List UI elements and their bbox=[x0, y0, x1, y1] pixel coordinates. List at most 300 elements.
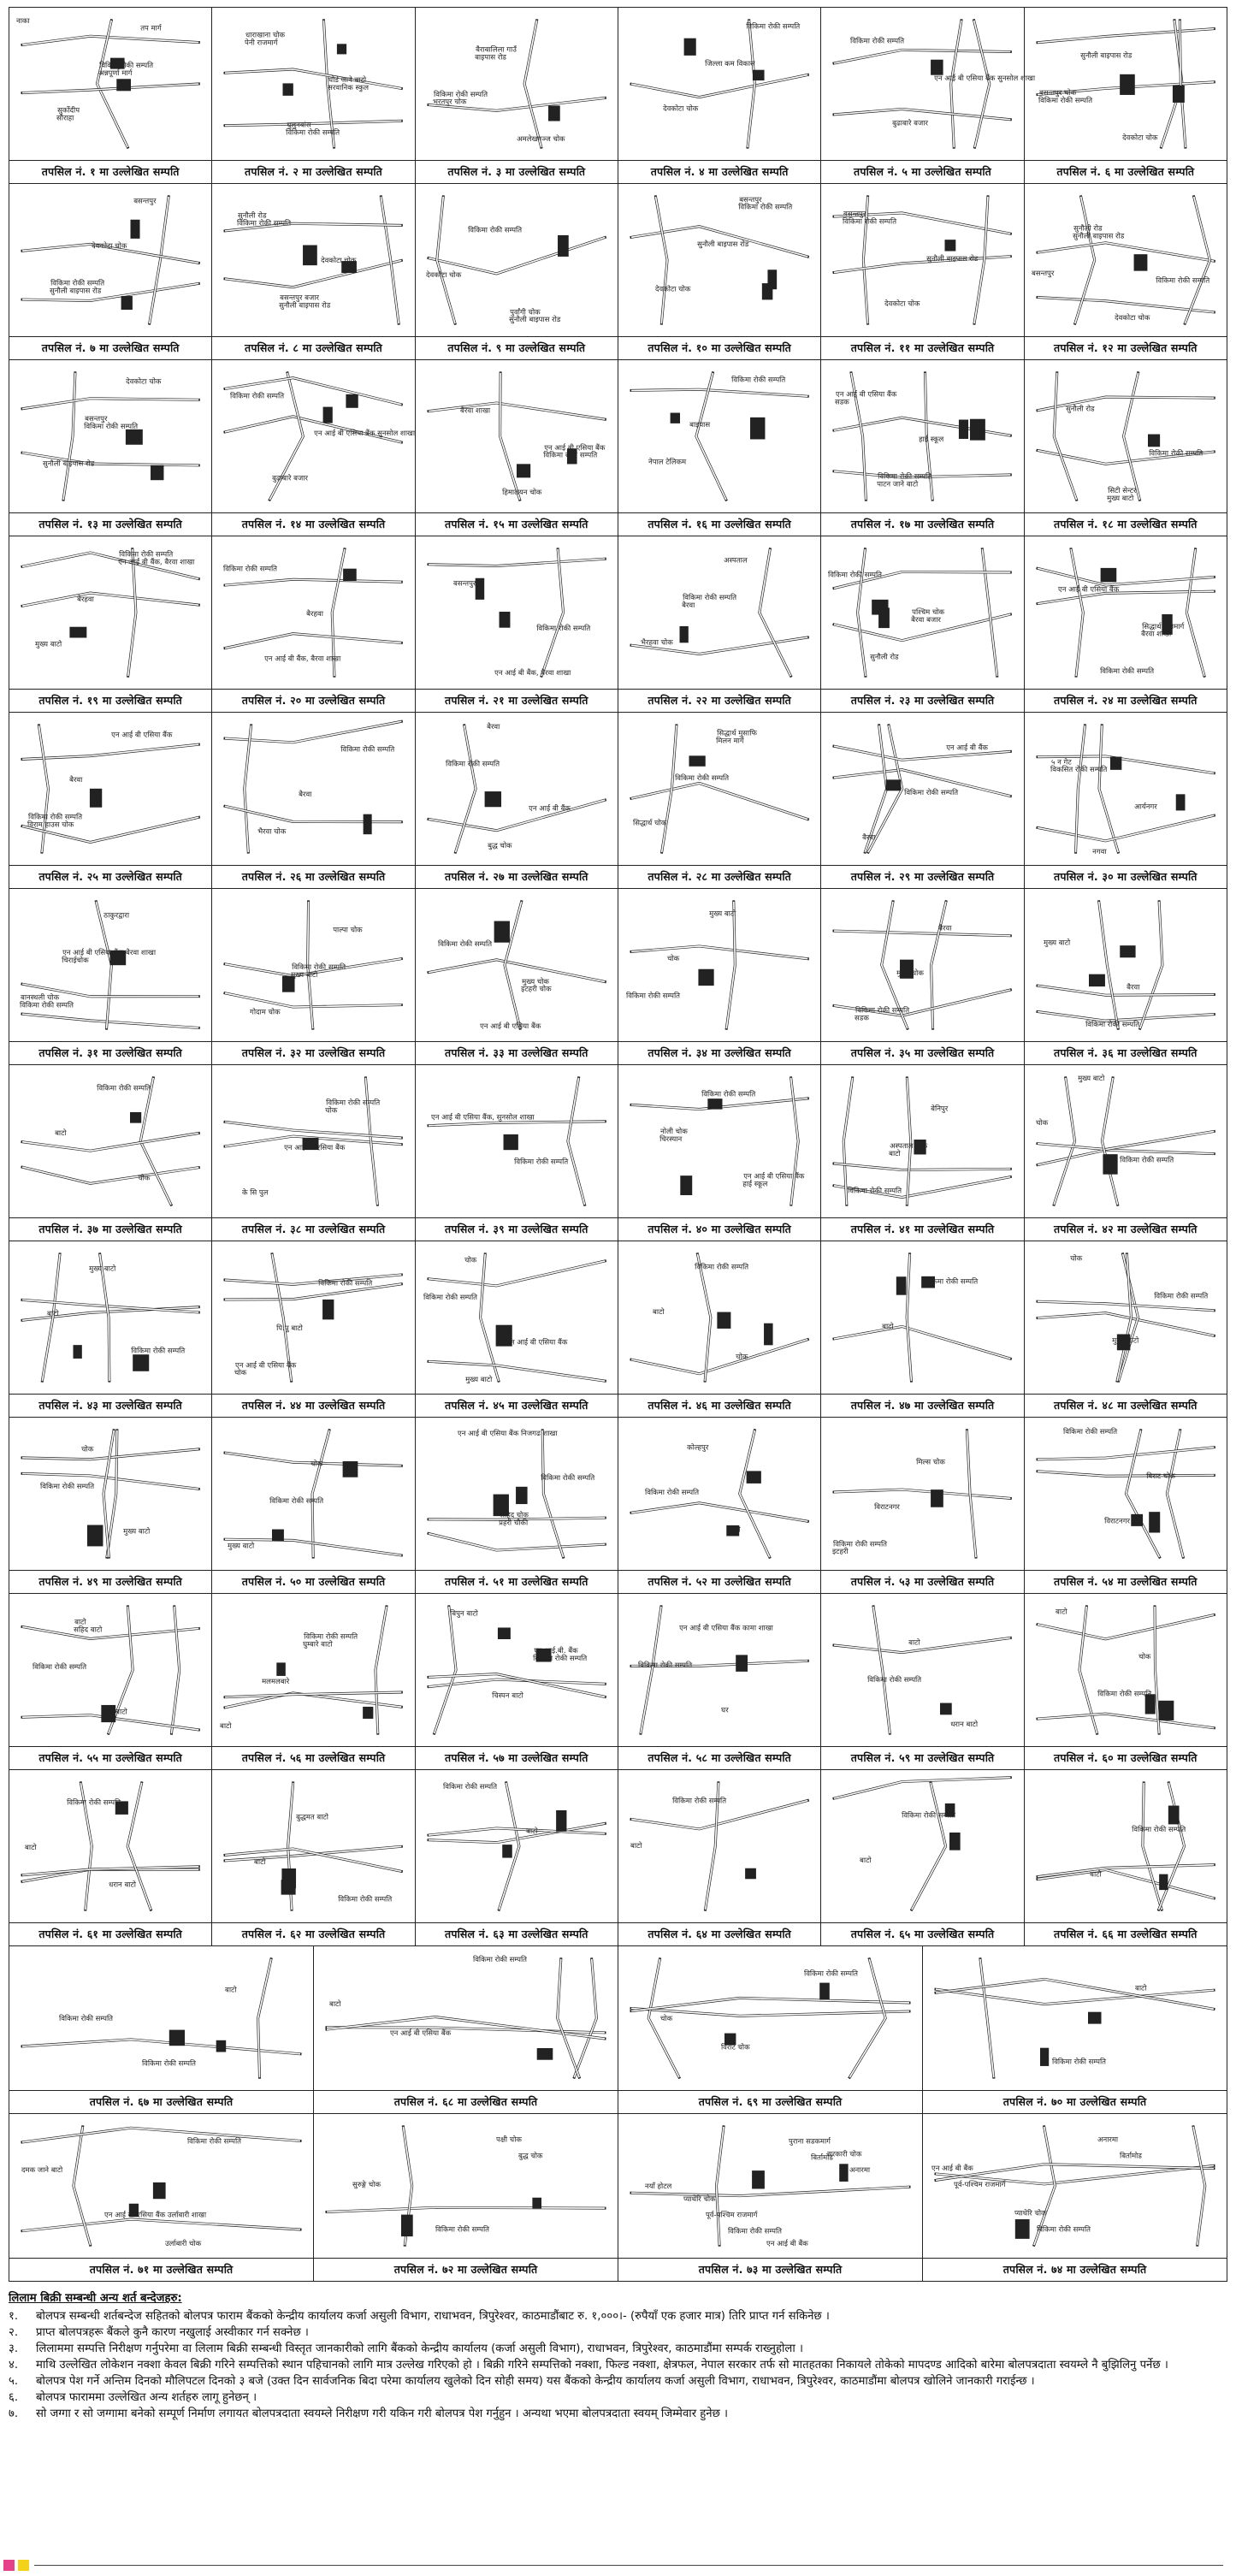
map-label: विकिमा रोकी सम्पति bbox=[237, 218, 292, 228]
parcel-cell bbox=[212, 360, 415, 536]
location-map-drawing bbox=[314, 1946, 618, 2090]
property-marker bbox=[698, 969, 713, 986]
property-marker bbox=[1158, 1701, 1174, 1720]
parcel-cell bbox=[212, 536, 415, 713]
location-map-drawing bbox=[416, 1594, 618, 1746]
map-label: एन आई बी एसिया बैंक उर्लाबारी शाखा bbox=[103, 2210, 207, 2219]
location-map bbox=[212, 1065, 414, 1217]
map-label: विकिमा रोकी सम्पति bbox=[142, 2058, 196, 2068]
parcel-caption: तपसिल नं. ६४ मा उल्लेखित सम्पति bbox=[618, 1922, 820, 1945]
parcel-cell bbox=[314, 2114, 618, 2282]
road-inner bbox=[1123, 373, 1139, 500]
map-label: बाटो bbox=[889, 1148, 901, 1158]
road-inner bbox=[631, 1503, 807, 1521]
location-map-drawing bbox=[618, 2114, 922, 2258]
map-label: अस्पताल चोक bbox=[890, 1140, 928, 1150]
parcel-cell bbox=[618, 1770, 821, 1946]
property-marker bbox=[556, 1810, 566, 1832]
map-label: मुख्य बाटो bbox=[35, 639, 62, 648]
parcel-caption: तपसिल नं. ६७ मा उल्लेखित सम्पति bbox=[9, 2090, 313, 2113]
property-marker bbox=[1131, 1514, 1143, 1526]
map-label: विकिमा रोकी सम्पति bbox=[269, 1495, 324, 1505]
location-map bbox=[821, 184, 1023, 336]
map-label: विकिमा रोकी सम्पति bbox=[904, 787, 959, 796]
map-label: एन आई बी एसिया बैंक bbox=[543, 442, 606, 452]
road-inner bbox=[1038, 243, 1214, 261]
map-label: चोक bbox=[1035, 1118, 1048, 1128]
location-map bbox=[212, 8, 414, 160]
map-label: भैरवा चोक bbox=[257, 826, 287, 836]
property-marker bbox=[153, 2182, 166, 2199]
road-line bbox=[429, 1533, 605, 1550]
location-map bbox=[618, 2114, 922, 2258]
location-map-drawing bbox=[212, 713, 414, 865]
parcel-cell bbox=[212, 889, 415, 1065]
parcel-cell bbox=[618, 1946, 923, 2114]
map-label: अमलेखगञ्ज चोक bbox=[516, 134, 565, 144]
parcel-cell bbox=[212, 1065, 415, 1241]
parcel-caption: तपसिल नं. ३७ मा उल्लेखित सम्पति bbox=[9, 1217, 211, 1241]
map-label: विकिमा रोकी सम्पति bbox=[532, 1654, 587, 1663]
map-label: विकिमा रोकी सम्पति bbox=[878, 471, 932, 481]
location-map bbox=[212, 1241, 414, 1394]
road-line bbox=[631, 1340, 807, 1374]
condition-item bbox=[9, 2389, 1227, 2406]
map-label: विकिमा रोकी सम्पति bbox=[326, 1098, 381, 1107]
map-label: चोक bbox=[81, 1444, 94, 1454]
location-map bbox=[618, 1594, 820, 1746]
road-inner bbox=[429, 1533, 605, 1550]
parcel-cell bbox=[618, 1065, 821, 1241]
map-label: अन्नपूर्णा मार्ग bbox=[98, 68, 133, 78]
parcel-caption: तपसिल नं. ५१ मा उल्लेखित सम्पति bbox=[416, 1570, 618, 1593]
property-marker bbox=[1089, 974, 1105, 986]
map-label: बाटो bbox=[254, 1856, 266, 1866]
parcel-caption: तपसिल नं. ६५ मा उल्लेखित सम्पति bbox=[821, 1922, 1023, 1945]
road-inner bbox=[500, 373, 519, 500]
map-label: बाटो bbox=[55, 1128, 67, 1138]
map-label: ५ न गेट bbox=[1050, 757, 1072, 767]
road-inner bbox=[760, 549, 791, 676]
map-label: मुख्य चोक bbox=[896, 968, 925, 977]
map-label: चोक bbox=[660, 2014, 673, 2022]
map-label: एन आई बी बैंक bbox=[766, 2239, 808, 2248]
map-label: विकिमा रोकी सम्पति bbox=[99, 61, 154, 70]
property-marker bbox=[931, 1489, 943, 1507]
location-map-drawing bbox=[9, 1418, 211, 1570]
condition-number: १. bbox=[9, 2310, 19, 2323]
map-label: विकिमा रोकी सम्पति bbox=[1131, 1825, 1186, 1834]
location-map-drawing bbox=[923, 1946, 1227, 2090]
parcel-caption: तपसिल नं. ३१ मा उल्लेखित सम्पति bbox=[9, 1041, 211, 1064]
parcel-caption: तपसिल नं. २ मा उल्लेखित सम्पति bbox=[212, 160, 414, 183]
location-map bbox=[9, 1065, 211, 1217]
map-label: विकिमा रोकी सम्पति bbox=[437, 939, 492, 949]
road-line bbox=[655, 197, 667, 323]
location-map-drawing bbox=[416, 1065, 618, 1217]
parcel-cell bbox=[9, 184, 212, 360]
location-map bbox=[212, 360, 414, 512]
map-label: बाटो bbox=[882, 1321, 894, 1330]
location-map-drawing bbox=[9, 1770, 211, 1922]
location-map bbox=[212, 713, 414, 865]
property-marker bbox=[101, 1705, 115, 1722]
map-label: देवकोटा चोक bbox=[92, 241, 127, 251]
location-map-drawing bbox=[212, 1241, 414, 1394]
location-map-drawing bbox=[618, 1946, 922, 2090]
road-line bbox=[568, 1078, 585, 1205]
parcel-caption: तपसिल नं. २० मा उल्लेखित सम्पति bbox=[212, 689, 414, 712]
location-map bbox=[416, 1418, 618, 1570]
map-label: सरकारी चोक bbox=[827, 2149, 862, 2159]
property-marker bbox=[689, 755, 706, 766]
map-label: सुनौली रोड bbox=[1065, 404, 1095, 413]
map-label: देवकोटा चोक bbox=[655, 284, 691, 293]
location-map-drawing bbox=[9, 360, 211, 512]
location-map bbox=[618, 1065, 820, 1217]
map-label: बैरवा शाखा bbox=[459, 406, 490, 415]
parcel-cell bbox=[9, 8, 212, 184]
map-label: विकिमा रोकी सम्पति bbox=[1099, 666, 1154, 676]
road-inner bbox=[1038, 397, 1214, 411]
map-label: विकिमा रोकी सम्पति bbox=[1037, 2224, 1091, 2234]
property-marker bbox=[1088, 2012, 1102, 2024]
parcel-cell bbox=[821, 1770, 1024, 1946]
map-label: विकिमा रोकी सम्पति bbox=[695, 1262, 749, 1271]
map-label: एन आई बी एसिया बैंक bbox=[111, 730, 173, 739]
auction-conditions bbox=[9, 2290, 1227, 2422]
property-marker bbox=[1015, 2219, 1030, 2239]
road-inner bbox=[951, 21, 961, 147]
parcel-cell bbox=[821, 1418, 1024, 1594]
map-label: बिपुन बाटो bbox=[449, 1608, 478, 1618]
map-label: एन आई बी एसिया बैंक bbox=[836, 389, 897, 399]
map-label: बसन्तपुर bbox=[452, 578, 476, 588]
map-label: विकिमा रोकी सम्पति bbox=[318, 1278, 373, 1288]
map-label: इटहरी bbox=[832, 1547, 849, 1556]
road-line bbox=[1123, 373, 1139, 500]
parcel-cell bbox=[1025, 8, 1227, 184]
map-label: विकिमा रोकी सम्पति bbox=[535, 623, 590, 632]
map-label: देवकोटा चोक bbox=[126, 376, 162, 386]
condition-number: ७. bbox=[9, 2407, 19, 2420]
location-map-drawing bbox=[9, 1946, 313, 2090]
location-map-drawing bbox=[9, 1065, 211, 1217]
parcel-cell bbox=[618, 713, 821, 889]
parcel-cell bbox=[821, 8, 1036, 184]
property-marker bbox=[503, 1134, 517, 1150]
location-map-drawing bbox=[212, 8, 414, 160]
map-label: दमक जाने बाटो bbox=[21, 2165, 63, 2175]
property-marker bbox=[494, 921, 509, 943]
parcel-cell bbox=[9, 1594, 212, 1770]
location-map bbox=[212, 184, 414, 336]
location-map bbox=[9, 536, 211, 689]
parcel-caption: तपसिल नं. ३६ मा उल्लेखित सम्पति bbox=[1025, 1041, 1227, 1064]
road-line bbox=[128, 549, 136, 676]
property-marker bbox=[945, 240, 956, 251]
road-inner bbox=[225, 806, 401, 821]
map-label: बैराबालिला गाउँ bbox=[475, 44, 517, 54]
road-inner bbox=[1098, 902, 1117, 1028]
location-map-drawing bbox=[821, 889, 1023, 1041]
parcel-caption: तपसिल नं. ४५ मा उल्लेखित सम्पति bbox=[416, 1394, 618, 1417]
map-label: विकिमा रोकी सम्पति bbox=[683, 593, 737, 602]
parcel-cell bbox=[1025, 1770, 1227, 1946]
map-label: धुलुनबांस bbox=[287, 120, 311, 129]
map-label: सहिद चोक bbox=[499, 1510, 529, 1519]
map-label: चिराईचोक bbox=[62, 956, 89, 965]
road-line bbox=[455, 725, 476, 852]
property-marker bbox=[745, 1868, 756, 1880]
parcel-caption: तपसिल नं. २६ मा उल्लेखित सम्पति bbox=[212, 865, 414, 888]
property-marker bbox=[303, 245, 317, 265]
map-label: बैरवा bbox=[1126, 982, 1140, 992]
location-map-drawing bbox=[618, 360, 820, 512]
property-marker bbox=[736, 1655, 748, 1671]
map-label: बाटो bbox=[220, 1721, 232, 1731]
location-map bbox=[1025, 536, 1227, 689]
road-inner bbox=[1193, 2127, 1205, 2245]
location-map bbox=[821, 1594, 1023, 1746]
property-marker bbox=[896, 1276, 907, 1294]
parcel-cell bbox=[618, 2114, 923, 2282]
property-marker bbox=[707, 1099, 722, 1109]
map-label: देवकोटा चोक bbox=[884, 299, 920, 308]
road-inner bbox=[22, 1167, 198, 1183]
map-label: सुनौली बाइपास रोड bbox=[1072, 231, 1124, 240]
parcel-caption: तपसिल नं. १३ मा उल्लेखित सम्पति bbox=[9, 512, 211, 536]
location-map bbox=[416, 360, 618, 512]
location-map-drawing bbox=[416, 1770, 618, 1922]
property-marker bbox=[74, 1345, 82, 1359]
road-line bbox=[429, 1361, 605, 1381]
map-label: चोक bbox=[1069, 1253, 1082, 1263]
road-inner bbox=[740, 1430, 770, 1557]
map-label: बसन्तपुर बजार bbox=[280, 293, 320, 302]
parcel-cell bbox=[9, 889, 212, 1065]
map-label: सिद्धार्थ मुसाफि bbox=[717, 728, 757, 737]
parcel-caption: तपसिल नं. १७ मा उल्लेखित सम्पति bbox=[821, 512, 1023, 536]
road-inner bbox=[541, 549, 563, 676]
property-marker bbox=[1148, 435, 1160, 447]
map-label: चोक bbox=[667, 954, 680, 963]
property-marker bbox=[717, 1312, 730, 1329]
map-label: बानस्थली चोक bbox=[21, 992, 60, 1002]
road-inner bbox=[434, 1607, 455, 1733]
parcel-caption: तपसिल नं. ४३ मा उल्लेखित सम्पति bbox=[9, 1394, 211, 1417]
map-label: विकिमा रोकी सम्पति bbox=[84, 422, 139, 431]
map-label: विकिमा रोकी सम्पति bbox=[40, 1482, 95, 1491]
map-label: बसन्तपुर bbox=[843, 209, 866, 218]
road-line bbox=[429, 960, 605, 982]
road-inner bbox=[1054, 1078, 1074, 1205]
map-label: अस्पताल bbox=[724, 555, 748, 565]
map-label: विकिमा रोकी सम्पति bbox=[924, 1276, 979, 1286]
map-label: बाइपास bbox=[689, 420, 711, 429]
parcel-caption: तपसिल नं. ७४ मा उल्लेखित सम्पति bbox=[923, 2258, 1227, 2281]
parcel-caption: तपसिल नं. ५२ मा उल्लेखित सम्पति bbox=[618, 1570, 820, 1593]
parcel-caption: तपसिल नं. ६९ मा उल्लेखित सम्पति bbox=[618, 2090, 922, 2113]
property-marker bbox=[1159, 1874, 1168, 1890]
location-map-drawing bbox=[212, 889, 414, 1041]
location-map bbox=[416, 8, 618, 160]
location-map-grid-wide bbox=[9, 1946, 1227, 2282]
map-label: सुनौली बाइपास रोड bbox=[279, 300, 331, 310]
condition-item bbox=[9, 2341, 1227, 2357]
parcel-cell bbox=[618, 1241, 821, 1418]
parcel-cell bbox=[821, 1241, 1024, 1418]
location-map-drawing bbox=[1025, 184, 1227, 336]
parcel-cell bbox=[9, 1418, 212, 1594]
location-map bbox=[618, 360, 820, 512]
map-label: एन आई बी एसिया बैंक सुनसोल शाखा bbox=[934, 74, 1036, 83]
map-label: मुख्य बाटो bbox=[89, 1264, 116, 1273]
location-map-drawing bbox=[9, 713, 211, 865]
map-label: सुनौली बाइपास रोड bbox=[697, 240, 749, 249]
parcel-cell bbox=[212, 184, 415, 360]
property-marker bbox=[1175, 794, 1185, 810]
location-map bbox=[9, 1770, 211, 1922]
map-label: विकिमा रोकी सम्पति bbox=[59, 2014, 113, 2022]
location-map bbox=[821, 8, 1036, 160]
map-label: घर bbox=[721, 1705, 729, 1714]
property-marker bbox=[537, 2048, 553, 2060]
parcel-caption: तपसिल नं. ५ मा उल्लेखित सम्पति bbox=[821, 160, 1023, 183]
parcel-cell bbox=[416, 889, 618, 1065]
map-label: विकिमा रोकी सम्पति bbox=[728, 2226, 782, 2235]
map-label: मिलन मार्ग bbox=[716, 736, 744, 745]
map-label: बाटो bbox=[860, 1855, 872, 1864]
condition-item bbox=[9, 2308, 1227, 2324]
map-label: सुनौली रोड bbox=[870, 652, 899, 661]
parcel-cell bbox=[9, 1065, 212, 1241]
property-marker bbox=[752, 2170, 765, 2188]
property-marker bbox=[750, 417, 765, 440]
map-label: घुम्बारे बाटो bbox=[303, 1639, 334, 1649]
parcel-cell bbox=[618, 889, 821, 1065]
property-marker bbox=[364, 814, 372, 835]
map-label: विकिमा रोकी सम्पति bbox=[28, 812, 83, 821]
location-map bbox=[212, 1594, 414, 1746]
location-map bbox=[212, 889, 414, 1041]
location-map-drawing bbox=[1025, 889, 1227, 1041]
property-marker bbox=[753, 70, 765, 80]
location-map-drawing bbox=[618, 713, 820, 865]
location-map bbox=[9, 1594, 211, 1746]
road-inner bbox=[1074, 197, 1094, 323]
location-map bbox=[1025, 889, 1227, 1041]
road-line bbox=[225, 806, 401, 821]
road-inner bbox=[542, 1430, 563, 1557]
map-label: सिटी सेन्टर bbox=[1107, 486, 1137, 495]
location-map bbox=[9, 713, 211, 865]
map-label: विकिमा रोकी सम्पति bbox=[645, 1488, 700, 1496]
road-line bbox=[1054, 1078, 1074, 1205]
parcel-cell bbox=[416, 1770, 618, 1946]
property-marker bbox=[281, 1880, 296, 1895]
map-label: एन आई बी एसिया बैंक, सुनसोल शाखा bbox=[430, 1112, 535, 1122]
location-map bbox=[618, 1418, 820, 1570]
conditions-list bbox=[9, 2308, 1227, 2422]
parcel-caption: तपसिल नं. ३८ मा उल्लेखित सम्पति bbox=[212, 1217, 414, 1241]
road-inner bbox=[1143, 1783, 1162, 1910]
map-label: सरवानिक स्कुल bbox=[328, 82, 370, 92]
parcel-cell bbox=[1025, 536, 1227, 713]
parcel-cell bbox=[1025, 1418, 1227, 1594]
map-label: एन आई बी एसिया बैंक bbox=[284, 1142, 346, 1152]
map-label: विकिमा रोकी सम्पति bbox=[746, 21, 801, 31]
location-map bbox=[618, 1946, 922, 2090]
location-map bbox=[416, 1065, 618, 1217]
location-map-drawing bbox=[821, 8, 1036, 160]
location-map bbox=[1025, 184, 1227, 336]
parcel-cell bbox=[821, 1065, 1024, 1241]
road-inner bbox=[655, 197, 667, 323]
property-marker bbox=[337, 44, 346, 54]
property-marker bbox=[69, 627, 86, 638]
location-map bbox=[821, 713, 1023, 865]
location-map bbox=[821, 1241, 1023, 1394]
location-map bbox=[618, 1770, 820, 1922]
map-label: मुख्य बाटो bbox=[291, 969, 318, 979]
parcel-caption: तपसिल नं. ४४ मा उल्लेखित सम्पति bbox=[212, 1394, 414, 1417]
road-line bbox=[1038, 815, 1214, 841]
map-label: एन आई बी एसिया बैंक निजगढ शाखा bbox=[457, 1428, 558, 1437]
map-label: विकिमा रोकी सम्पति bbox=[804, 1969, 858, 1978]
parcel-caption: तपसिल नं. ६८ मा उल्लेखित सम्पति bbox=[314, 2090, 618, 2113]
property-marker bbox=[277, 1662, 287, 1676]
map-label: चोक bbox=[138, 1173, 151, 1182]
road-inner bbox=[225, 121, 401, 125]
property-marker bbox=[322, 1300, 334, 1319]
map-label: सुनौली बाइपास रोड bbox=[1079, 50, 1132, 60]
road-line bbox=[96, 902, 111, 1028]
location-map-drawing bbox=[212, 1594, 414, 1746]
map-label: विकिमा रोकी सम्पति bbox=[1062, 1426, 1117, 1436]
parcel-cell bbox=[821, 713, 1024, 889]
map-label: पक्षी चोक bbox=[496, 2135, 522, 2144]
map-label: विकिमा रोकी सम्पति bbox=[292, 962, 346, 971]
property-marker bbox=[680, 1175, 692, 1195]
location-map-drawing bbox=[821, 1594, 1023, 1746]
road-inner bbox=[1126, 1430, 1159, 1557]
location-map bbox=[821, 889, 1023, 1041]
road-inner bbox=[983, 549, 997, 676]
location-map-drawing bbox=[821, 1418, 1023, 1570]
property-marker bbox=[484, 791, 500, 807]
parcel-caption: तपसिल नं. २१ मा उल्लेखित सम्पति bbox=[416, 689, 618, 712]
parcel-caption: तपसिल नं. ५६ मा उल्लेखित सम्पति bbox=[212, 1746, 414, 1769]
condition-item bbox=[9, 2406, 1227, 2422]
road-inner bbox=[631, 389, 807, 396]
map-label: देवकोटा चोक bbox=[1121, 133, 1158, 142]
location-map-drawing bbox=[416, 8, 618, 160]
map-label: बाटो bbox=[653, 1307, 665, 1317]
parcel-cell bbox=[821, 536, 1024, 713]
road-inner bbox=[22, 1626, 198, 1638]
location-map-drawing bbox=[416, 184, 618, 336]
map-label: बाटो bbox=[47, 1309, 59, 1318]
road-line bbox=[558, 1959, 580, 2077]
map-label: पुराना सडकमार्ग bbox=[789, 2136, 831, 2146]
parcel-caption: तपसिल नं. ५९ मा उल्लेखित सम्पति bbox=[821, 1746, 1023, 1769]
map-label: विकिमा रोकी सम्पति bbox=[445, 759, 500, 768]
map-label: विकिमा रोकी सम्पति bbox=[304, 1631, 358, 1641]
parcel-cell bbox=[9, 2114, 314, 2282]
map-label: बिर्तामोड bbox=[1120, 2151, 1142, 2160]
location-map bbox=[1025, 8, 1227, 160]
